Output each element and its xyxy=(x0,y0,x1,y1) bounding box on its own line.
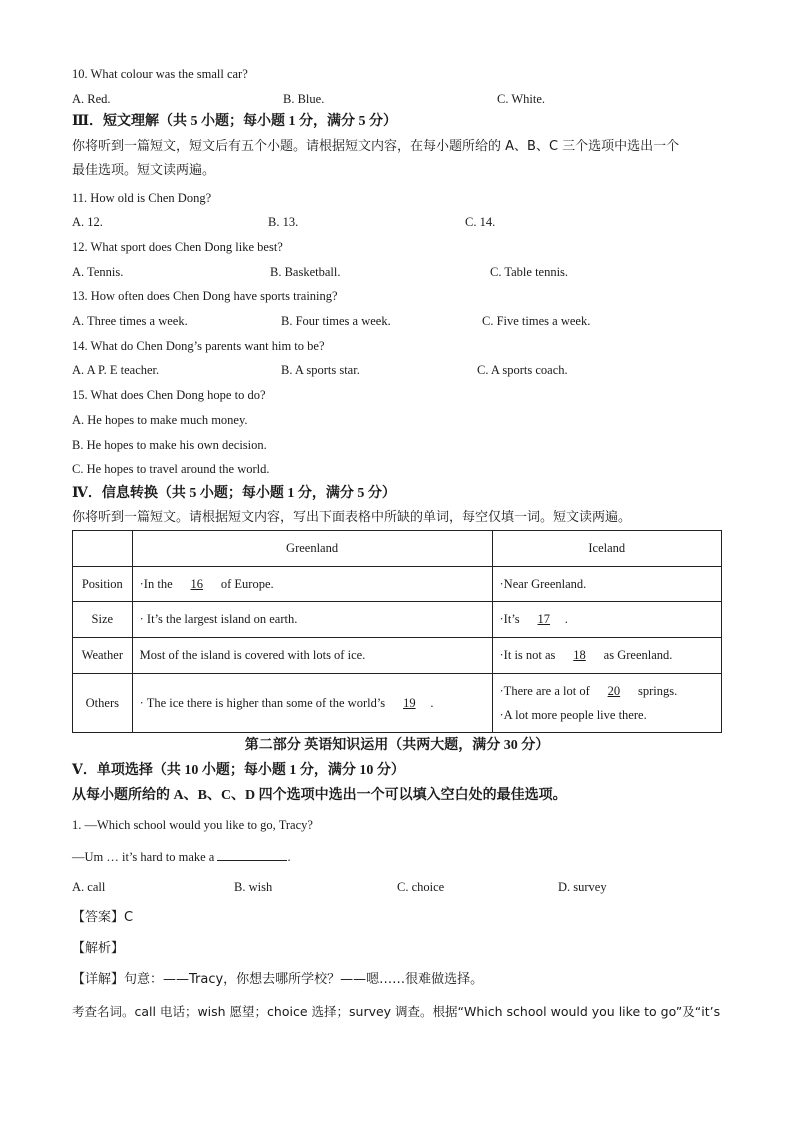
analysis-label: 【解析】 xyxy=(72,941,125,956)
blank-19: 19 xyxy=(403,695,416,710)
table-row xyxy=(73,567,722,602)
blank-16: 16 xyxy=(190,576,203,591)
q12-option-c: C. Table tennis. xyxy=(490,265,569,279)
blank-17: 17 xyxy=(537,612,551,626)
greenland-position: ·In the 16 of Europe. xyxy=(132,567,492,602)
section4-heading: Ⅳ．信息转换（共 5 小题；每小题 1 分，满分 5 分） xyxy=(72,486,396,501)
q1-option-c: C. choice xyxy=(397,880,445,894)
q10-option-c: C. White. xyxy=(497,92,546,106)
section5-instruction: 从每小题所给的 A、B、C、D 四个选项中选出一个可以填入空白处的最佳选项。 xyxy=(72,788,567,803)
table-header-row xyxy=(73,531,722,567)
greenland-weather: Most of the island is covered with lots of ice. xyxy=(132,638,492,674)
q11-option-c: C. 14. xyxy=(465,215,496,229)
section5-heading: Ⅴ．单项选择（共 10 小题；每小题 1 分，满分 10 分） xyxy=(72,763,405,778)
explain-text: 考查名词。call 电话；wish 愿望；choice 选择；survey 调查。根据“Which school would you like to go”及“it’s xyxy=(72,1004,721,1019)
question-1-line1: 1. —Which school would you like to go, Tracy? xyxy=(72,818,313,832)
section3-instruction-1: 你将听到一篇短文，短文后有五个小题。请根据短文内容，在每小题所给的 A、B、C 三个选项中选出一个 xyxy=(72,139,680,154)
q14-option-c: C. A sports coach. xyxy=(477,363,568,377)
row-label-weather: Weather xyxy=(73,638,133,674)
greenland-size: · It’s the largest island on earth. xyxy=(132,602,492,638)
question-13: 13. How often does Chen Dong have sports training? xyxy=(72,289,338,303)
answer-label: 【答案】C xyxy=(72,910,134,925)
iceland-weather: ·It is not as 18 as Greenland. xyxy=(492,638,721,674)
table-header-empty xyxy=(73,531,133,567)
table-row xyxy=(73,638,722,674)
question-11: 11. How old is Chen Dong? xyxy=(72,191,212,205)
blank-18: 18 xyxy=(573,648,586,662)
question-1-line2: —Um … it’s hard to make a . xyxy=(72,850,291,864)
q1-option-d: D. survey xyxy=(558,880,607,894)
section4-instruction: 你将听到一篇短文。请根据短文内容，写出下面表格中所缺的单词，每空仅填一词。短文读两遍。 xyxy=(72,510,632,525)
row-label-position: Position xyxy=(73,567,133,602)
iceland-size: ·It’s 17 . xyxy=(492,602,721,638)
section3-instruction-2: 最佳选项。短文读两遍。 xyxy=(72,163,216,178)
q15-option-b: B. He hopes to make his own decision. xyxy=(72,438,267,452)
iceland-position: ·Near Greenland. xyxy=(492,567,721,602)
info-table xyxy=(72,530,722,733)
table-row xyxy=(73,674,722,733)
q13-option-a: A. Three times a week. xyxy=(72,314,188,328)
row-label-others: Others xyxy=(73,674,133,733)
q15-option-a: A. He hopes to make much money. xyxy=(72,413,248,427)
q10-option-a: A. Red. xyxy=(72,92,111,106)
q12-option-a: A. Tennis. xyxy=(72,265,124,279)
question-15: 15. What does Chen Dong hope to do? xyxy=(72,388,266,402)
iceland-others-line2: ·A lot more people live there. xyxy=(499,708,647,722)
table-row xyxy=(73,602,722,638)
detail-text: 【详解】句意：——Tracy，你想去哪所学校？——嗯……很难做选择。 xyxy=(72,972,484,987)
q13-option-b: B. Four times a week. xyxy=(281,314,391,328)
q13-option-c: C. Five times a week. xyxy=(482,314,591,328)
q15-option-c: C. He hopes to travel around the world. xyxy=(72,462,270,476)
question-12: 12. What sport does Chen Dong like best? xyxy=(72,240,283,254)
table-header-greenland: Greenland xyxy=(132,531,492,567)
table-header-iceland: Iceland xyxy=(492,531,721,567)
q1-option-b: B. wish xyxy=(234,880,273,894)
question-14: 14. What do Chen Dong’s parents want him to be? xyxy=(72,339,325,353)
part2-title: 第二部分 英语知识运用（共两大题，满分 30 分） xyxy=(244,738,550,753)
q12-option-b: B. Basketball. xyxy=(270,265,341,279)
q14-option-a: A. A P. E teacher. xyxy=(72,363,160,377)
q11-option-b: B. 13. xyxy=(268,215,299,229)
iceland-others: ·There are a lot of 20 springs. ·A lot more people live there. xyxy=(492,674,721,733)
greenland-others: · The ice there is higher than some of the world’s 19 . xyxy=(132,674,492,733)
q1-option-a: A. call xyxy=(72,880,106,894)
q14-option-b: B. A sports star. xyxy=(281,363,360,377)
answer-blank xyxy=(217,848,287,861)
row-label-size: Size xyxy=(73,602,133,638)
section3-heading: Ⅲ．短文理解（共 5 小题；每小题 1 分，满分 5 分） xyxy=(72,114,398,129)
blank-20: 20 xyxy=(607,684,621,698)
q11-option-a: A. 12. xyxy=(72,215,103,229)
q10-option-b: B. Blue. xyxy=(283,92,325,106)
question-10: 10. What colour was the small car? xyxy=(72,67,248,81)
